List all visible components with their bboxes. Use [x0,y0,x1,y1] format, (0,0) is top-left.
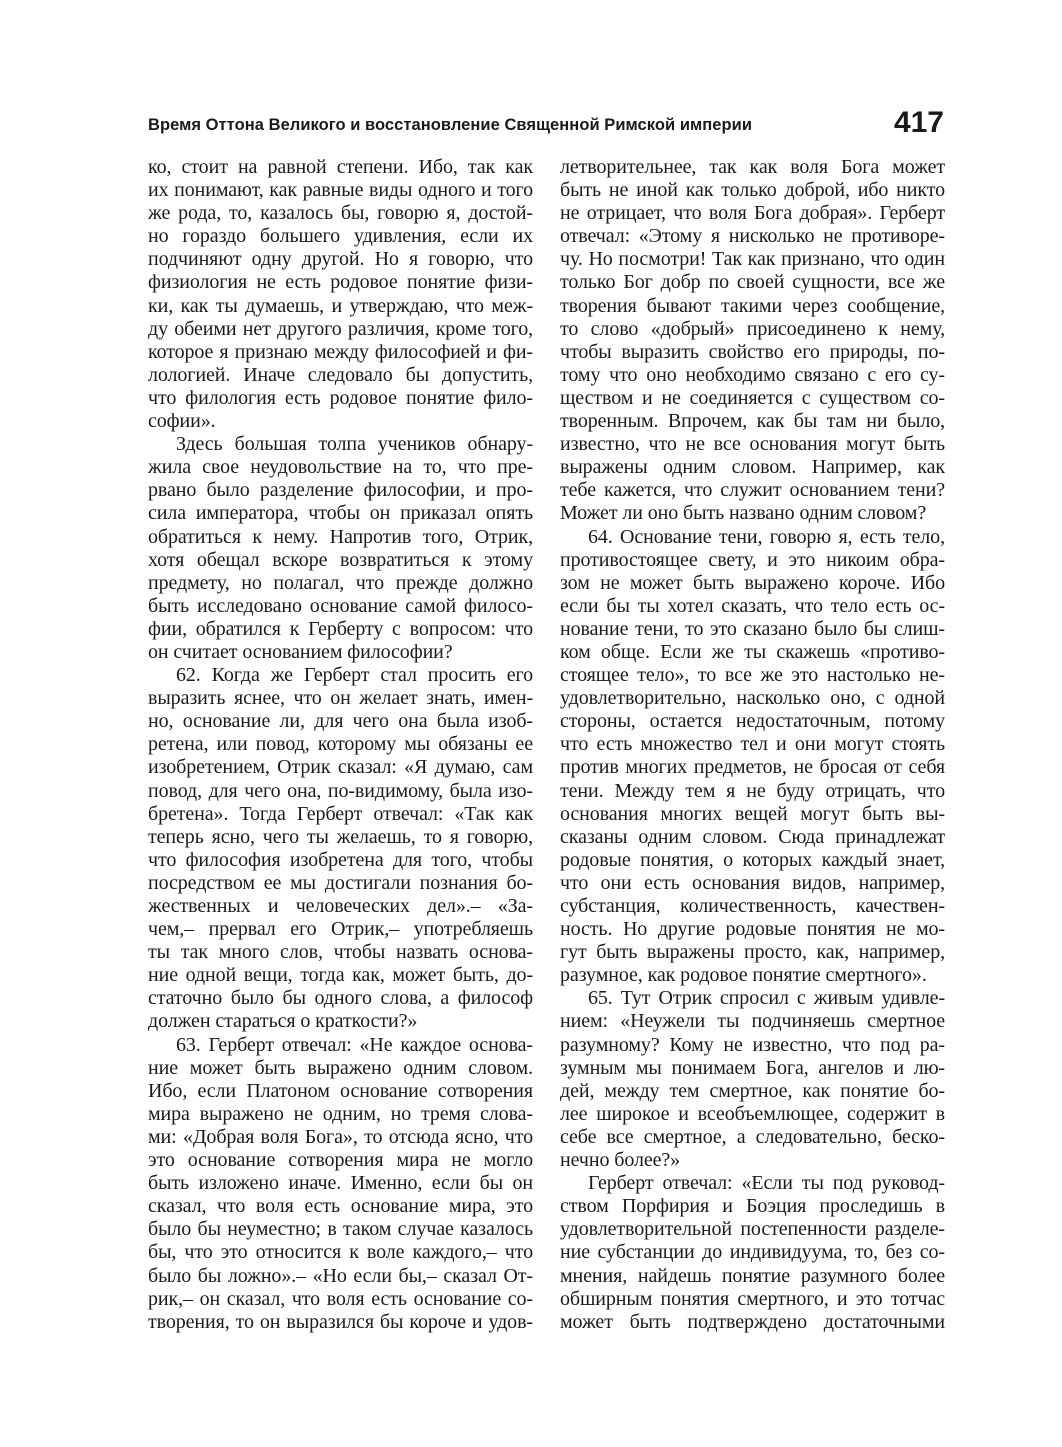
text-line: рик,– он сказал, что воля есть основание со- [148,1287,533,1310]
paragraph-start-line: 62. Когда же Герберт стал просить его [176,664,533,687]
text-line: физиология не есть родовое понятие физи- [148,271,533,294]
text-line: быть не иной как только доброй, ибо никто [560,179,945,202]
paragraph-start-line: 65. Тут Отрик спросил с живым удивле- [588,987,945,1010]
text-line: было бы неуместно; в таком случае казалось [148,1218,533,1241]
left-text-column [148,156,533,1334]
text-line: было бы ложно».– «Но если бы,– сказал От- [148,1264,533,1287]
text-line: посредством ее мы достигали познания бо- [148,871,533,894]
text-line: ществом и не соединяется с существом со- [560,386,945,409]
text-line: мира выражено не одним, но тремя слова- [148,1102,533,1125]
text-line: сказал, что воля есть основание мира, это [148,1195,533,1218]
text-line: основания многих вещей могут быть вы- [560,802,945,825]
text-line: повод, для чего она, по-видимому, была изо- [148,779,533,802]
text-line: нование тени, то это сказано было бы слиш- [560,617,945,640]
text-line: разумному? Кому не известно, что под ра- [560,1033,945,1056]
text-line: софии». [148,410,216,433]
text-line: удовлетворительно, насколько оно, с одной [560,687,945,710]
paragraph-start-line: Герберт отвечал: «Если ты под руковод- [588,1172,945,1195]
text-line: выражены одним словом. Например, как [560,456,945,479]
text-line: удовлетворительной постепенности разделе- [560,1218,945,1241]
text-line: известно, что не все основания могут быть [560,433,945,456]
page-header [148,106,944,148]
text-line: предмету, но полагал, что прежде должно [148,571,533,594]
text-line: он считает основанием философии? [148,640,453,663]
text-line: подчиняют одну другой. Но я говорю, что [148,248,533,271]
text-line: статочно было бы одного слова, а философ [148,987,533,1010]
text-line: выразить яснее, что он желает знать, имен- [148,687,533,710]
text-line: может быть подтверждено достаточными [560,1310,945,1333]
text-line: субстанция, количественность, качествен- [560,895,945,917]
text-line: что философия изобретена для того, чтобы [148,848,533,871]
text-line: теперь ясно, чего ты желаешь, то я говорю, [148,825,533,848]
text-line: противостоящее свету, и это никоим обра- [560,548,945,571]
text-line: чтобы выразить свойство его природы, по- [560,340,945,363]
text-line: обширным понятия смертного, и это тотчас [560,1287,945,1310]
text-line: их понимают, как равные виды одного и того [148,179,533,202]
text-line: хотя обещал вскоре возвратиться к этому [148,548,533,571]
paragraph-start-line: 63. Герберт отвечал: «Не каждое основа- [176,1033,533,1056]
text-line: это основание сотворения мира не могло [148,1149,533,1172]
text-line: что филология есть родовое понятие фило- [148,386,533,409]
text-line: фии, обратился к Герберту с вопросом: что [148,617,533,640]
text-line: то слово «добрый» присоединено к нему, [560,317,945,340]
text-line: сказаны одним словом. Сюда принадлежат [560,825,945,848]
text-line: бы, что это относится к воле каждого,– что [148,1241,533,1264]
text-line: но, основание ли, для чего она была изоб- [148,710,533,733]
text-line: ты так много слов, чтобы назвать основа- [148,941,533,964]
text-line: нечно более?» [560,1149,681,1172]
paragraph-start-line: Здесь большая толпа учеников обнару- [176,433,533,456]
text-line: зом не может быть выражено короче. Ибо [560,571,945,594]
text-line: ретена, или повод, которому мы обязаны ее [148,733,533,756]
text-line: ние субстанции до индивидуума, то, без со- [560,1241,945,1264]
text-line: ством Порфирия и Боэция проследишь в [560,1195,945,1218]
text-line: если бы ты хотел сказать, что тело есть ос- [560,594,945,617]
text-line: но гораздо большего удивления, если их [148,225,533,248]
text-line: тебе кажется, что служит основанием тени? [560,479,945,502]
text-line: себе все смертное, а следовательно, беско- [560,1125,945,1148]
text-line: творенным. Впрочем, как бы там ни было, [560,410,945,433]
text-line: только Бог добр по своей сущности, все же [560,271,945,294]
text-line: летворительнее, так как воля Бога может [560,156,945,178]
text-line: стороны, остается недостаточным, потому [560,710,945,733]
text-line: должен стараться о краткости?» [148,1010,418,1033]
text-line: ми: «Добрая воля Бога», то отсюда ясно, что [148,1125,533,1148]
text-line: ком обще. Если же ты скажешь «противо- [560,640,945,663]
text-line: чу. Но посмотри! Так как признано, что один [560,248,945,271]
text-line: ду обеими нет другого различия, кроме того, [148,317,533,340]
text-line: жественных и человеческих дел».– «За- [148,895,533,917]
text-line: гут быть выражены просто, как, например, [560,941,945,964]
text-line: тому что оно необходимо связано с его су- [560,363,945,386]
text-line: дей, между тем смертное, как понятие бо- [560,1079,945,1102]
text-line: жила свое неудовольствие на то, что пре- [148,456,533,479]
right-text-column [560,156,945,1334]
text-line: чем,– прервал его Отрик,– употребляешь [148,918,533,941]
paragraph-start-line: 64. Основание тени, говорю я, есть тело, [588,525,945,548]
text-line: ко, стоит на равной степени. Ибо, так как [148,156,533,178]
text-line: ние одной вещи, тогда как, может быть, до- [148,964,533,987]
page-number: 417 [893,106,944,139]
text-line: лее широкое и всеобъемлющее, содержит в [560,1102,945,1125]
text-line: тени. Между тем я не буду отрицать, что [560,779,945,802]
text-line: родовые понятия, о которых каждый знает, [560,848,945,871]
text-line: стоящее тело», то все же это настолько не- [560,664,945,687]
text-line: рвано было разделение философии, и про- [148,479,533,502]
text-line: творения бывают такими через сообщение, [560,294,945,317]
text-line: зумным мы понимаем Бога, ангелов и лю- [560,1056,945,1079]
text-line: ность. Но другие родовые понятия не мо- [560,918,945,941]
text-line: отвечал: «Этому я нисколько не противоре- [560,225,945,248]
text-line: что они есть основания видов, например, [560,871,945,894]
text-line: Может ли оно быть названо одним словом? [560,502,927,525]
text-line: быть исследовано основание самой филосо- [148,594,533,617]
text-line: нием: «Неужели ты подчиняешь смертное [560,1010,945,1033]
text-line: сила императора, чтобы он приказал опять [148,502,533,525]
text-line: разумное, как родовое понятие смертного». [560,964,927,987]
running-title: Время Оттона Великого и восстановление Священной Римской империи [148,116,753,134]
text-line: быть изложено иначе. Именно, если бы он [148,1172,533,1195]
text-line: обратиться к нему. Напротив того, Отрик, [148,525,533,548]
text-line: изобретением, Отрик сказал: «Я думаю, сам [148,756,533,779]
text-line: же рода, то, казалось бы, говорю я, достой- [148,202,533,225]
text-line: Ибо, если Платоном основание сотворения [148,1079,533,1102]
text-line: что есть множество тел и они могут стоять [560,733,945,756]
text-line: против многих предметов, не бросая от себя [560,756,945,779]
text-line: ние может быть выражено одним словом. [148,1056,533,1079]
text-line: мнения, найдешь понятие разумного более [560,1264,945,1287]
text-line: бретена». Тогда Герберт отвечал: «Так как [148,802,533,825]
text-line: ки, как ты думаешь, и утверждаю, что меж- [148,294,533,317]
text-line: которое я признаю между философией и фи- [148,340,533,363]
text-line: творения, то он выразился бы короче и удов- [148,1310,533,1333]
text-line: не отрицает, что воля Бога добрая». Герберт [560,202,945,225]
text-line: лологией. Иначе следовало бы допустить, [148,363,533,386]
